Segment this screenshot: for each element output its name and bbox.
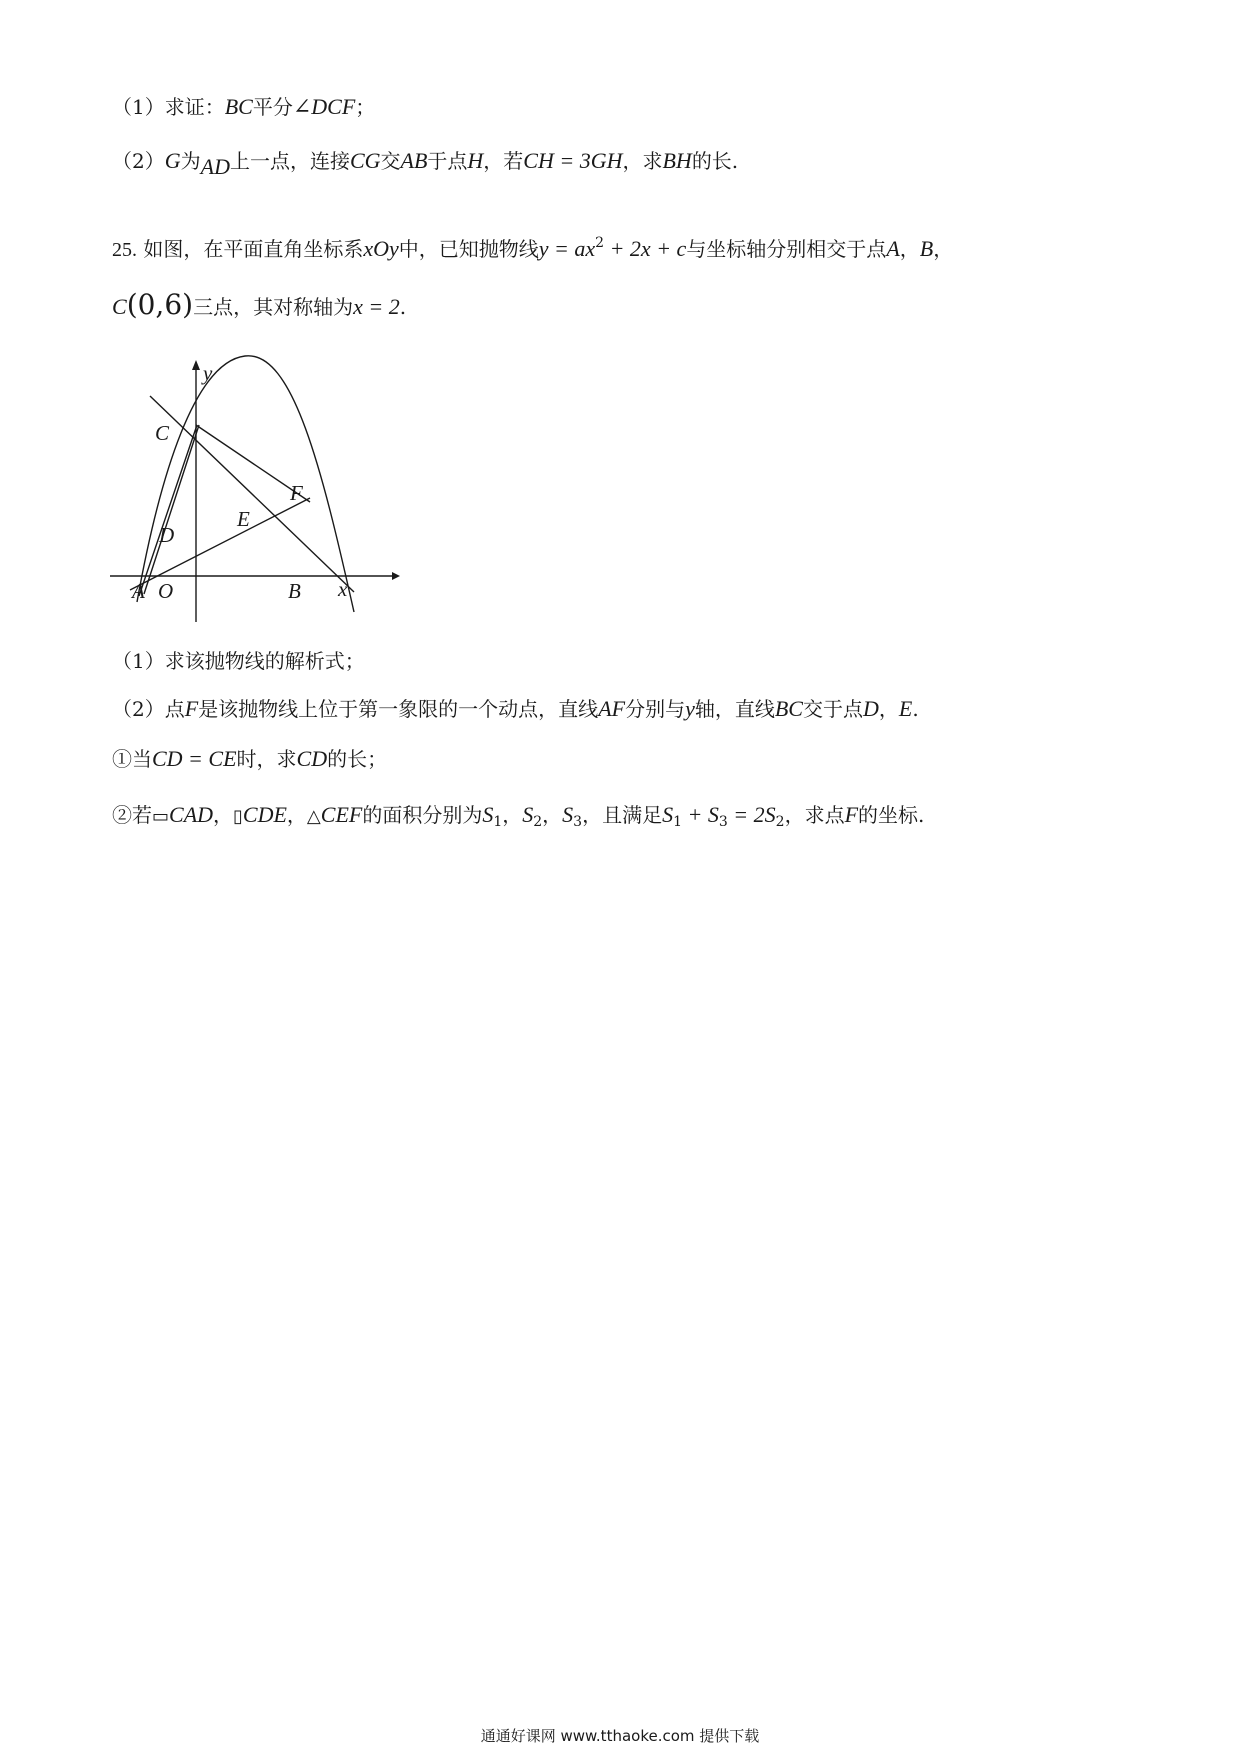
text: 上一点，连接 [229,149,350,173]
math-b: B [919,236,934,261]
label-b: B [288,579,301,603]
text: ，求 [622,149,663,173]
text: 是该抛物线上位于第一象限的一个动点，直线 [198,697,599,721]
text: 为 [180,149,201,173]
math-eq: = 2 [727,802,765,827]
text: 的坐标. [858,803,925,827]
text: 于点 [427,149,468,173]
text: 中，已知抛物线 [398,237,539,261]
subscript: 2 [775,814,785,830]
subscript: 1 [673,814,683,830]
math-f: F [184,696,199,721]
math-cde: CDE [242,802,287,827]
x-axis-arrow [392,572,400,580]
text: ， [542,803,563,827]
sub1-line [112,646,365,676]
text: ，求点 [784,803,845,827]
math-s: S [764,802,776,827]
math-arc-ad: AD [200,154,230,179]
math-ab: AB [400,148,428,173]
math-angle-dcf: ∠DCF [292,94,356,119]
q25-line2 [112,290,406,322]
parabola-curve [137,356,354,612]
math-cd-ce: CD = CE [152,746,237,771]
subscript: 3 [573,814,583,830]
triangle-symbol: ▭ [152,806,170,827]
text: 与坐标轴分别相交于点 [686,237,887,261]
math-cg: CG [349,148,381,173]
math-bh: BH [662,148,692,173]
math-bc-2: BC [774,696,803,721]
text: 分别与 [625,697,686,721]
label-y: y [203,361,213,385]
text: 交于点 [802,697,863,721]
y-axis-arrow [192,360,200,370]
part2-prefix: （2） [112,149,165,173]
math-f-2: F [844,802,859,827]
text-bisects: 平分 [252,95,293,119]
text: 如图，在平面直角坐标系 [143,237,364,261]
math-s: S [522,802,534,827]
text: 的面积分别为 [362,803,483,827]
text: 的长； [327,747,388,771]
text: . [399,295,407,319]
math-af: AF [598,696,626,721]
text: （2）点 [112,697,185,721]
math-s: S [482,802,494,827]
subscript: 1 [493,814,503,830]
text: ， [933,237,954,261]
math-xoy: xOy [363,236,399,261]
text: 交 [380,149,401,173]
line-bc [150,396,354,592]
parabola-figure [110,350,410,630]
text: ， [502,803,523,827]
math-exponent: 2 [595,235,605,251]
text: ， [286,803,307,827]
math-cd: CD [296,746,328,771]
triangle-symbol: ▯ [233,806,243,827]
text: 的长. [691,149,739,173]
text: ，且满足 [582,803,663,827]
math-formula-a: y = ax [538,236,596,261]
label-d: D [159,523,175,547]
math-c-coords: (0,6) [126,288,194,321]
text: （1）求该抛物线的解析式； [112,649,365,673]
part2-line [112,146,739,179]
text: 轴，直线 [694,697,775,721]
text: ①当 [112,747,152,771]
math-axis: x = 2 [353,294,400,319]
label-f: F [290,481,303,505]
math-c: C [112,294,127,319]
math-bc: BC [224,94,253,119]
text: ， [878,697,899,721]
text: ，若 [483,149,524,173]
text: 三点，其对称轴为 [193,295,354,319]
label-x: x [338,577,348,601]
math-ch-eq: CH = 3GH [523,148,623,173]
math-d: D [862,696,879,721]
math-e: E [898,696,913,721]
label-a: A [132,579,145,603]
text: . [912,697,919,721]
text: ②若 [112,803,152,827]
math-h: H [467,148,484,173]
sub2-line [112,694,919,724]
text: ， [899,237,920,261]
math-formula-b: + 2x + c [604,236,687,261]
subscript: 3 [718,814,728,830]
math-y: y [685,696,695,721]
math-g: G [164,148,181,173]
subscript: 2 [533,814,543,830]
label-c: C [155,421,170,445]
label-o: O [158,579,174,603]
text: ， [213,803,234,827]
math-plus: + [682,802,708,827]
part1-line [112,92,375,122]
part1-prefix: （1）求证： [112,95,225,119]
math-s: S [707,802,719,827]
q25-line1 [112,228,953,265]
math-a: A [886,236,900,261]
punct: ； [355,95,376,119]
triangle-symbol: △ [306,806,321,827]
math-s: S [562,802,574,827]
item1-line [112,744,387,774]
label-e: E [237,507,250,531]
item2-line [112,800,924,837]
math-s: S [662,802,674,827]
page-footer: 通通好课网 www.tthaoke.com 提供下载 [480,1727,760,1745]
question-number: 25. [112,239,137,261]
math-cef: CEF [320,802,363,827]
text: 时，求 [236,747,297,771]
math-cad: CAD [169,802,214,827]
